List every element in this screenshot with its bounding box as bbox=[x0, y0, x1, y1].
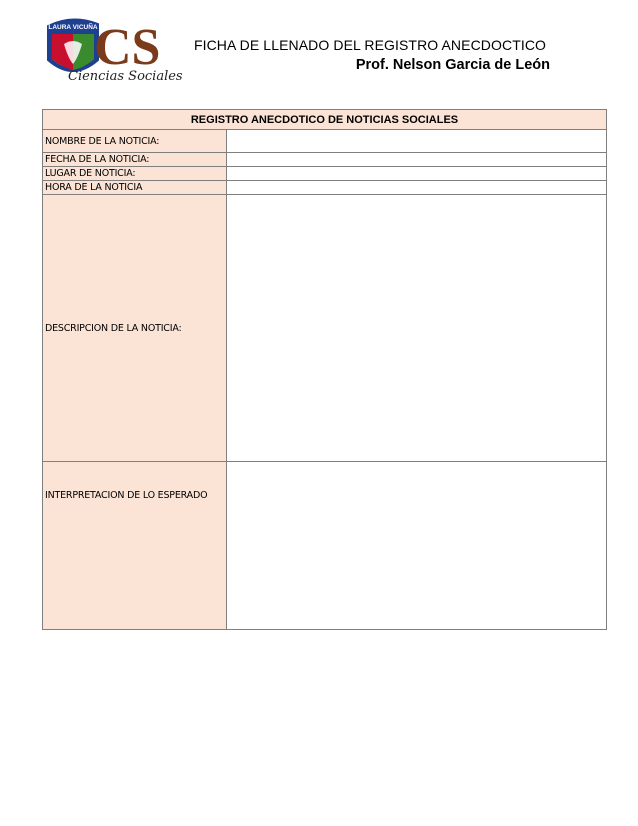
news-date-field[interactable] bbox=[227, 153, 607, 167]
anecdotal-record-form bbox=[42, 109, 607, 630]
news-description-field[interactable] bbox=[227, 195, 607, 462]
school-logo bbox=[42, 14, 192, 90]
document-title: FICHA DE LLENADO DEL REGISTRO ANECDOCTICO bbox=[193, 37, 547, 53]
field-label-interpretation: INTERPRETACION DE LO ESPERADO bbox=[43, 462, 227, 630]
interpretation-field[interactable] bbox=[227, 462, 607, 630]
field-label-news-description: DESCRIPCION DE LA NOTICIA: bbox=[43, 195, 227, 462]
field-label-news-name: NOMBRE DE LA NOTICIA: bbox=[43, 130, 227, 153]
form-title: REGISTRO ANECDOTICO DE NOTICIAS SOCIALES bbox=[43, 110, 607, 130]
field-label-news-date: FECHA DE LA NOTICIA: bbox=[43, 153, 227, 167]
logo-badge-text: LAURA VICUÑA bbox=[48, 24, 98, 31]
table-row bbox=[43, 462, 607, 630]
table-row bbox=[43, 130, 607, 153]
table-row bbox=[43, 167, 607, 181]
news-time-field[interactable] bbox=[227, 181, 607, 195]
logo-emblem-icon bbox=[42, 14, 192, 90]
field-label-news-time: HORA DE LA NOTICIA bbox=[43, 181, 227, 195]
field-label-news-place: LUGAR DE NOTICIA: bbox=[43, 167, 227, 181]
logo-subtitle: Ciencias Sociales bbox=[68, 69, 183, 84]
news-place-field[interactable] bbox=[227, 167, 607, 181]
news-name-field[interactable] bbox=[227, 130, 607, 153]
table-row bbox=[43, 153, 607, 167]
logo-letters: CS bbox=[94, 19, 161, 76]
table-row bbox=[43, 181, 607, 195]
table-row bbox=[43, 195, 607, 462]
document-author: Prof. Nelson Garcia de León bbox=[355, 57, 550, 73]
form-title-row bbox=[43, 110, 607, 130]
